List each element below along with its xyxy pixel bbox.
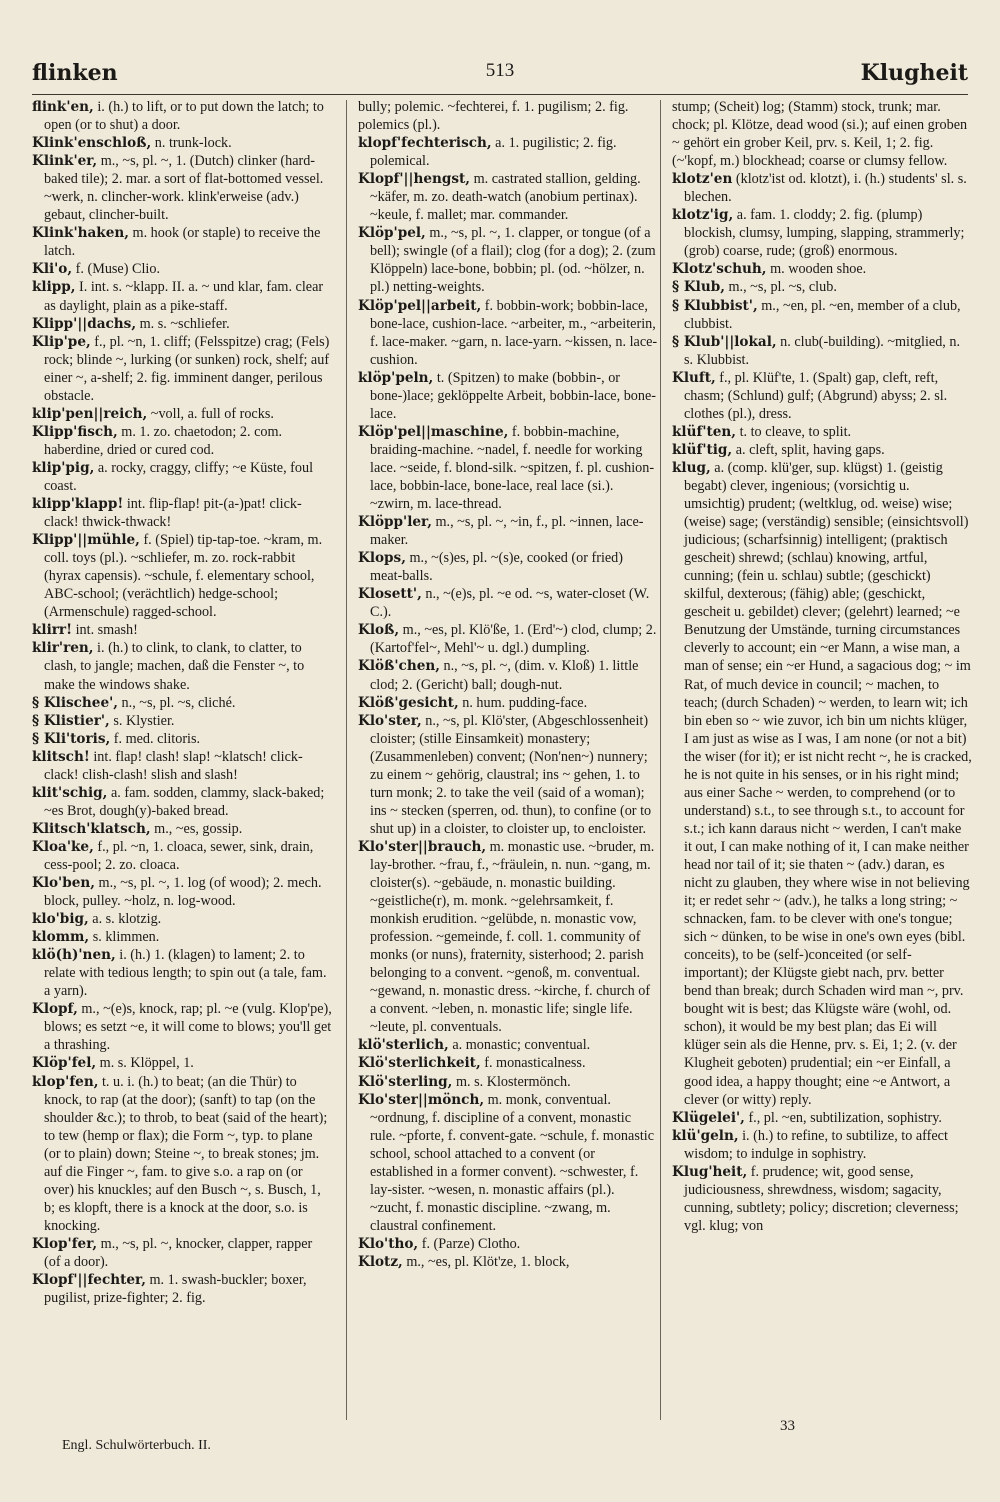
entry-headword: § Klub,	[672, 279, 725, 296]
entry-headword: Kluft,	[672, 369, 716, 386]
entry-definition: a. s. klotzig.	[88, 911, 162, 928]
entry-definition: f. prudence; wit, good sense, judiciousness, shrewdness, wisdom; sagacity, cunning, subtlety; policy; discretion; cleverness; vgl. klug; von	[684, 1163, 959, 1234]
dictionary-entry	[32, 946, 332, 1000]
dictionary-entry	[358, 657, 658, 693]
dictionary-entry	[358, 1036, 658, 1054]
entry-definition: int. smash!	[72, 622, 138, 639]
entry-headword: klitsch!	[32, 748, 90, 765]
entry-definition: m. s. Klostermönch.	[452, 1073, 571, 1090]
dictionary-entry	[32, 423, 332, 459]
entry-headword: Klöpp'ler,	[358, 514, 432, 531]
entry-headword: klü'geln,	[672, 1127, 739, 1144]
entry-headword: klomm,	[32, 929, 90, 946]
entry-headword: Klipp'||dachs,	[32, 315, 137, 332]
dictionary-entry	[672, 1163, 972, 1235]
dictionary-entry	[358, 712, 658, 838]
entry-definition: m. hook (or staple) to receive the latch.	[44, 225, 321, 260]
entry-definition: t. (Spitzen) to make (bobbin-, or bone-)lace; geklöppelte Arbeit, bobbin-lace, bone-lace.	[370, 369, 657, 422]
dictionary-entry	[32, 531, 332, 621]
entry-definition: f. bobbin-machine, braiding-machine. ~nadel, f. needle for working lace. ~seide, f. blond-silk. ~spitzen, f. pl. cushion-lace, bobbin-lace, bone-lace, real lace (si.). ~zwirn, m. lace-thread.	[370, 423, 655, 513]
entry-definition: m., ~s, pl. ~, ~in, f., pl. ~innen, lace-maker.	[370, 514, 644, 549]
dictionary-entry	[32, 820, 332, 838]
entry-headword: Klosett',	[358, 586, 422, 603]
dictionary-entry	[358, 1235, 658, 1253]
dictionary-entry	[672, 206, 972, 260]
dictionary-entry	[358, 838, 658, 1037]
columns	[32, 98, 972, 1438]
entry-definition: t. u. i. (h.) to beat; (an die Thür) to knock, to rap (at the door); (sanft) to tap (on the shoulder &c.); to throb, to beat (said of the heart); to tew (hemp or flax); die Form ~, typ. to plane (or to plain) down; Steine ~, to break stones; jm. auf die Finger ~, fam. to give s.o. a rap on (or over) his knuckles; auf den Busch ~, s. Busch, 1, b; es klopft, there is a knock at the door, s.o. is knocking.	[44, 1073, 328, 1234]
entry-definition: m., ~s, pl. ~, 1. clapper, or tongue (of a bell); swingle (of a flail); clog (for a dog); 2. (zum Klöppeln) lace-bone, bobbin; pl. (od. ~hölzer, n. pl.) netting-weights.	[370, 225, 656, 296]
entry-headword: klop'fen,	[32, 1073, 99, 1090]
dictionary-entry	[672, 369, 972, 423]
dictionary-entry	[32, 260, 332, 278]
dictionary-entry	[32, 621, 332, 639]
dictionary-entry	[672, 170, 972, 206]
header-right-guideword: Klugheit	[860, 60, 968, 86]
entry-headword: klotz'en	[672, 171, 733, 188]
dictionary-entry	[32, 874, 332, 910]
entry-headword: Klipp'||mühle,	[32, 532, 140, 549]
entry-definition: i. (h.) 1. (klagen) to lament; 2. to relate with tedious length; to spin out (a tale, fam. a yarn).	[44, 947, 327, 1000]
dictionary-entry	[32, 134, 332, 152]
dictionary-entry	[358, 1054, 658, 1072]
entry-headword: Klink'haken,	[32, 225, 129, 242]
entry-definition: n. club(-building). ~mitglied, n. s. Klubbist.	[684, 333, 961, 368]
entry-headword: klöp'peln,	[358, 369, 434, 386]
entry-definition: m. s. ~schliefer.	[136, 315, 230, 332]
entry-headword: Klöp'pel,	[358, 225, 426, 242]
column-1	[32, 98, 332, 1438]
entry-headword: Klöß'chen,	[358, 658, 440, 675]
dictionary-entry	[358, 134, 658, 170]
dictionary-entry	[672, 1109, 972, 1127]
dictionary-entry	[672, 423, 972, 441]
footer-title: Engl. Schulwörterbuch. II.	[62, 1438, 211, 1453]
entry-headword: klipp'klapp!	[32, 496, 124, 513]
entry-definition: a. (comp. klü'ger, sup. klügst) 1. (geistig begabt) clever, ingenious; (vorsichtig u. umsichtig) prudent; (weltklug, od. weise) wise; (weise) sage; (verständig) sensible; (einsichtsvoll) judicious; (scharfsinnig) intelligent; (praktisch gescheit) shrewd; (schlau) knowing, artful, cunning; (fein u. schlau) subtle; (geschickt) skilful, dexterous; (fähig) able; (geschickt, gescheit u. gebildet) clever; (gelehrt) learned; ~e Benutzung der Umstände, turning circumstances cleverly to account; ein ~er Mann, a wise man, a man of sense; ein ~er Hund, a sagacious dog; ~ im Rat, of much device in council; ~ machen, to teach; (durch Schaden) ~ werden, to learn wit; ich bin eben so ~ wie zuvor, ich bin um nichts klüger, I am just as wise as I was, I am none (or not a bit) the wiser (for it); er ist nicht recht ~, he is cracked, he is not quite in his senses, or in his right mind; aus einer Sache ~ werden, to comprehend (or to understand) s.t., to see through s.t., to account for s.t.; ich kann daraus nicht ~ werden, I can't make it out, I can make nothing of it, I can make neither head nor tail of it; sie thaten ~ (adv.) daran, es nicht zu glauben, they where wise in not believing it; er redet sehr ~ (adv.), he talks a long string; ~ schnacken, fam. to be clever with one's tongue; sich ~ dünken, to be wise in one's own eyes (bibl. conceits), to be (self-)conceited (or self-important); der Klügste giebt nach, prv. better bend than break; durch Schaden wird man ~, prv. bought wit is best; das Klügste wäre (wohl, od. schon), it would be my best plan; das Ei will klüger sein als die Henne, prv. s. Ei, 1; 2. (v. der Klugheit geboten) prudential; ein ~er Einfall, a good idea, a happy thought; eine ~e Antwort, a clever (or witty) reply.	[684, 459, 972, 1108]
entry-headword: klir'ren,	[32, 640, 94, 657]
entry-headword: Klo'ster||brauch,	[358, 838, 487, 855]
entry-definition: a. rocky, craggy, cliffy; ~e Küste, foul coast.	[44, 459, 314, 494]
entry-definition: n., ~s, pl. ~, (dim. v. Kloß) 1. little clod; 2. (Gericht) ball; dough-nut.	[370, 658, 639, 693]
dictionary-entry	[32, 1000, 332, 1054]
dictionary-entry	[358, 1091, 658, 1235]
dictionary-entry	[672, 1127, 972, 1163]
entry-headword: klopf'fechterisch,	[358, 135, 492, 152]
entry-headword: Klug'heit,	[672, 1163, 748, 1180]
entry-headword: klip'pig,	[32, 459, 95, 476]
entry-definition: a. 1. pugilistic; 2. fig. polemical.	[370, 135, 617, 170]
entry-definition: stump; (Scheit) log; (Stamm) stock, trunk; mar. chock; pl. Klötze, dead wood (si.); auf einen groben ~ gehört ein grober Keil, prv. s. Keil, 1; 2. fig. (~'kopf, m.) blockhead; coarse or clumsy fellow.	[672, 99, 968, 170]
dictionary-entry	[32, 928, 332, 946]
dictionary-entry	[32, 1235, 332, 1271]
dictionary-entry	[32, 784, 332, 820]
entry-headword: Klö'sterling,	[358, 1073, 453, 1090]
page-number: 513	[485, 60, 515, 81]
entry-definition: m. 1. swash-buckler; boxer, pugilist, prize-fighter; 2. fig.	[44, 1272, 307, 1307]
entry-definition: i. (h.) to refine, to subtilize, to affect wisdom; to indulge in sophistry.	[684, 1127, 948, 1162]
dictionary-entry	[32, 1073, 332, 1235]
entry-definition: n. trunk-lock.	[151, 135, 232, 152]
dictionary-entry	[32, 315, 332, 333]
entry-definition: int. flap! clash! slap! ~klatsch! click-clack! clish-clash! slish and slash!	[44, 748, 303, 783]
entry-headword: klö'sterlich,	[358, 1037, 449, 1054]
page-header	[32, 60, 968, 90]
dictionary-entry	[358, 224, 658, 296]
entry-definition: m. s. Klöppel, 1.	[96, 1055, 194, 1072]
dictionary-entry	[32, 1054, 332, 1072]
entry-definition: m. monk, conventual. ~ordnung, f. discipline of a convent, monastic rule. ~pforte, f. convent-gate. ~schule, f. monastic school, school attached to a convent (or established in a former convent). ~schwester, f. lay-sister. ~wesen, n. monastic affairs (pl.). ~zucht, f. monastic discipline. ~zwang, m. claustral confinement.	[370, 1091, 655, 1234]
dictionary-entry	[32, 694, 332, 712]
dictionary-entry	[672, 278, 972, 296]
entry-definition: bully; polemic. ~fechterei, f. 1. pugilism; 2. fig. polemics (pl.).	[358, 99, 629, 134]
entry-headword: klotz'ig,	[672, 207, 734, 224]
entry-headword: Klo'ster,	[358, 712, 422, 729]
entry-headword: Klip'pe,	[32, 333, 91, 350]
dictionary-entry	[358, 1253, 658, 1271]
entry-definition: m., ~s, pl. ~, 1. (Dutch) clinker (hard-baked tile); 2. mar. a sort of flat-bottomed vessel. ~werk, n. clincher-work. klink'erweise (adv.) gebaut, clincher-built.	[44, 153, 324, 224]
entry-definition: f., pl. ~en, subtilization, sophistry.	[744, 1109, 942, 1126]
entry-definition: f., pl. ~n, 1. cliff; (Felsspitze) crag; (Fels) rock; blinde ~, lurking (or sunken) rock, shelf; auf einer ~, a-shelf; 2. fig. imminent danger, perilous obstacle.	[44, 333, 330, 404]
entry-headword: Klink'enschloß,	[32, 135, 152, 152]
dictionary-entry	[672, 459, 972, 1109]
entry-headword: klug,	[672, 459, 711, 476]
entry-headword: Klotz,	[358, 1254, 403, 1270]
entry-headword: Klopf'||fechter,	[32, 1272, 146, 1289]
entry-definition: n., ~s, pl. ~s, cliché.	[118, 694, 236, 711]
entry-headword: Klotz'schuh,	[672, 261, 767, 278]
dictionary-entry	[32, 748, 332, 784]
entry-headword: flink'en,	[32, 99, 94, 115]
entry-definition: a. cleft, split, having gaps.	[732, 441, 885, 458]
entry-definition: I. int. s. ~klapp. II. a. ~ und klar, fam. clear as daylight, plain as a pike-staff.	[44, 279, 324, 314]
entry-definition: i. (h.) to lift, or to put down the latch; to open (or to shut) a door.	[44, 99, 324, 134]
entry-definition: m., ~es, pl. Klöt'ze, 1. block,	[402, 1254, 570, 1270]
dictionary-entry	[358, 170, 658, 224]
column-2	[358, 98, 658, 1438]
header-rule	[32, 94, 968, 95]
entry-definition: m., ~(s)es, pl. ~(s)e, cooked (or fried) meat-balls.	[370, 550, 623, 585]
entry-headword: Klops,	[358, 550, 406, 567]
dictionary-entry	[32, 495, 332, 531]
dictionary-entry	[32, 459, 332, 495]
entry-definition: f. (Parze) Clotho.	[418, 1235, 521, 1252]
entry-headword: Kloa'ke,	[32, 838, 94, 855]
entry-headword: Klop'fer,	[32, 1235, 98, 1252]
entry-headword: Klink'er,	[32, 153, 98, 170]
entry-definition: (klotz'ist od. klotzt), i. (h.) students' sl. s. blechen.	[684, 171, 967, 206]
entry-definition: i. (h.) to clink, to clank, to clatter, to clash, to jangle; machen, daß die Fenster ~, to make the windows shake.	[44, 640, 305, 693]
dictionary-entry	[32, 224, 332, 260]
entry-definition: a. fam. sodden, clammy, slack-baked; ~es Brot, dough(y)-baked bread.	[44, 784, 325, 819]
entry-headword: § Kli'toris,	[32, 730, 111, 747]
entry-definition: m. 1. zo. chaetodon; 2. com. haberdine, dried or cured cod.	[44, 423, 283, 458]
dictionary-entry	[358, 1073, 658, 1091]
entry-definition: n., ~(e)s, pl. ~e od. ~s, water-closet (W. C.).	[370, 586, 650, 621]
entry-definition: f. monasticalness.	[480, 1055, 586, 1072]
entry-definition: a. monastic; conventual.	[448, 1037, 591, 1054]
entry-definition: f. (Muse) Clio.	[72, 261, 160, 278]
entry-headword: § Klub'||lokal,	[672, 333, 777, 350]
entry-headword: Klo'ster||mönch,	[358, 1091, 485, 1108]
entry-headword: Klopf,	[32, 1001, 78, 1018]
dictionary-entry	[32, 838, 332, 874]
entry-headword: klö(h)'nen,	[32, 947, 116, 964]
entry-definition: f. bobbin-work; bobbin-lace, bone-lace, cushion-lace. ~arbeiter, m., ~arbeiterin, f. lace-maker. ~garn, n. lace-yarn. ~kissen, n. lace-cushion.	[370, 297, 658, 368]
entry-headword: klo'big,	[32, 911, 89, 928]
entry-definition: f., pl. ~n, 1. cloaca, sewer, sink, drain, cess-pool; 2. zo. cloaca.	[44, 838, 314, 873]
dictionary-entry	[32, 98, 332, 134]
entry-headword: klirr!	[32, 622, 73, 639]
column-3	[672, 98, 972, 1438]
dictionary-entry	[32, 152, 332, 224]
entry-headword: Kloß,	[358, 622, 400, 639]
entry-definition: t. to cleave, to split.	[736, 423, 852, 440]
entry-definition: s. klimmen.	[89, 929, 160, 946]
dictionary-entry	[358, 549, 658, 585]
entry-headword: § Klistier',	[32, 712, 110, 729]
dictionary-entry	[32, 639, 332, 693]
signature-mark: 33	[780, 1418, 795, 1434]
entry-headword: § Klischee',	[32, 694, 118, 711]
entry-definition: m., ~s, pl. ~, 1. log (of wood); 2. mech. block, pulley. ~holz, n. log-wood.	[44, 875, 322, 910]
entry-headword: Klipp'fisch,	[32, 423, 118, 440]
dictionary-entry	[358, 297, 658, 369]
entry-definition: m., ~es, gossip.	[150, 820, 243, 837]
entry-headword: Klöp'pel||maschine,	[358, 423, 509, 440]
entry-definition: n. hum. pudding-face.	[458, 694, 588, 711]
dictionary-entry	[358, 369, 658, 423]
entry-definition: ~voll, a. full of rocks.	[147, 405, 274, 422]
dictionary-entry	[32, 712, 332, 730]
dictionary-entry	[672, 297, 972, 333]
dictionary-entry	[32, 278, 332, 314]
entry-headword: Klö'sterlichkeit,	[358, 1055, 481, 1072]
entry-headword: Klitsch'klatsch,	[32, 820, 151, 837]
entry-definition: a. fam. 1. cloddy; 2. fig. (plump) blockish, clumsy, lumping, slapping, strammerly; (grob) coarse, rude; (groß) enormous.	[684, 207, 965, 260]
entry-definition: f., pl. Klüf'te, 1. (Spalt) gap, cleft, reft, chasm; (Schlund) gulf; (Abgrund) abyss; 2. sl. clothes (pl.), dress.	[684, 369, 948, 422]
dictionary-entry	[32, 730, 332, 748]
entry-definition: m., ~s, pl. ~s, club.	[724, 279, 837, 296]
column-separator	[660, 100, 661, 1420]
dictionary-entry	[672, 333, 972, 369]
entry-definition: f. (Spiel) tip-tap-toe. ~kram, m. coll. toys (pl.). ~schliefer, m. zo. rock-rabbit (hyrax capensis). ~schule, f. elementary school, ABC-school; (verächtlich) hedge-school; (Armenschule) ragged-school.	[44, 532, 323, 621]
entry-definition: m., ~es, pl. Klö'ße, 1. (Erd'~) clod, clump; 2. (Kartof'fel~, Mehl'~ u. dgl.) dumpling.	[370, 622, 657, 657]
header-left-guideword: flinken	[32, 60, 118, 86]
entry-headword: klipp,	[32, 279, 76, 296]
entry-definition: m., ~en, pl. ~en, member of a club, clubbist.	[684, 297, 961, 332]
entry-headword: klip'pen||reich,	[32, 405, 148, 422]
dictionary-entry	[358, 513, 658, 549]
dictionary-entry	[358, 585, 658, 621]
entry-definition: s. Klystier.	[109, 712, 175, 729]
dictionary-entry	[672, 98, 972, 170]
entry-headword: Kli'o,	[32, 261, 73, 278]
entry-definition: m. wooden shoe.	[766, 261, 867, 278]
dictionary-entry	[32, 405, 332, 423]
entry-definition: int. flip-flap! pit-(a-)pat! click-clack! thwick-thwack!	[44, 496, 302, 531]
entry-headword: Klöp'pel||arbeit,	[358, 297, 482, 314]
dictionary-entry	[358, 694, 658, 712]
entry-headword: Klöß'gesicht,	[358, 694, 459, 711]
entry-definition: m., ~(e)s, knock, rap; pl. ~e (vulg. Klop'pe), blows; es setzt ~e, it will come to blows; you'll get a thrashing.	[44, 1001, 332, 1054]
entry-headword: Klo'tho,	[358, 1235, 419, 1252]
entry-headword: klüf'ten,	[672, 423, 737, 440]
entry-headword: Klo'ben,	[32, 875, 95, 892]
dictionary-entry	[358, 98, 658, 134]
dictionary-entry	[358, 621, 658, 657]
dictionary-entry	[358, 423, 658, 513]
entry-definition: m. castrated stallion, gelding. ~käfer, m. zo. death-watch (anobium pertinax). ~keule, f. mallet; mar. commander.	[370, 171, 641, 224]
entry-headword: Klopf'||hengst,	[358, 171, 471, 188]
entry-definition: n., ~s, pl. Klö'ster, (Abgeschlossenheit) cloister; (stille Einsamkeit) monastery; (Zusammenleben) convent; (Non'nen~) nunnery; zu einem ~ gehörig, claustral; ins ~ gehen, 1. to turn monk; 2. to take the veil (said of a woman); ins ~ stecken (sperren, od. thun), to confine (or to shut up) in a cloister, to cloister up, to encloister.	[370, 712, 652, 837]
dictionary-entry	[32, 910, 332, 928]
entry-headword: klüf'tig,	[672, 441, 733, 458]
entry-headword: Klöp'fel,	[32, 1055, 97, 1072]
entry-headword: klit'schig,	[32, 784, 108, 801]
dictionary-entry	[32, 333, 332, 405]
dictionary-entry	[672, 441, 972, 459]
entry-definition: f. med. clitoris.	[110, 730, 201, 747]
entry-headword: § Klubbist',	[672, 297, 758, 314]
column-separator	[346, 100, 347, 1420]
dictionary-entry	[32, 1271, 332, 1307]
entry-headword: Klügelei',	[672, 1109, 745, 1126]
entry-definition: m., ~s, pl. ~, knocker, clapper, rapper (of a door).	[44, 1235, 313, 1270]
entry-definition: m. monastic use. ~bruder, m. lay-brother. ~frau, f., ~fräulein, n. nun. ~gang, m. cloister(s). ~gebäude, n. monastic building. ~geistliche(r), m. monk. ~gelehrsamkeit, f. monkish erudition. ~gelübde, n. monastic vow, profession. ~gemeinde, f. coll. 1. community of monks (or nuns), fraternity, sisterhood; 2. parish belonging to a convent. ~genoß, m. conventual. ~gewand, n. monastic dress. ~kirche, f. church of a convent. ~leben, n. monastic life; single life. ~leute, pl. conventuals.	[370, 838, 655, 1036]
dictionary-entry	[672, 260, 972, 278]
